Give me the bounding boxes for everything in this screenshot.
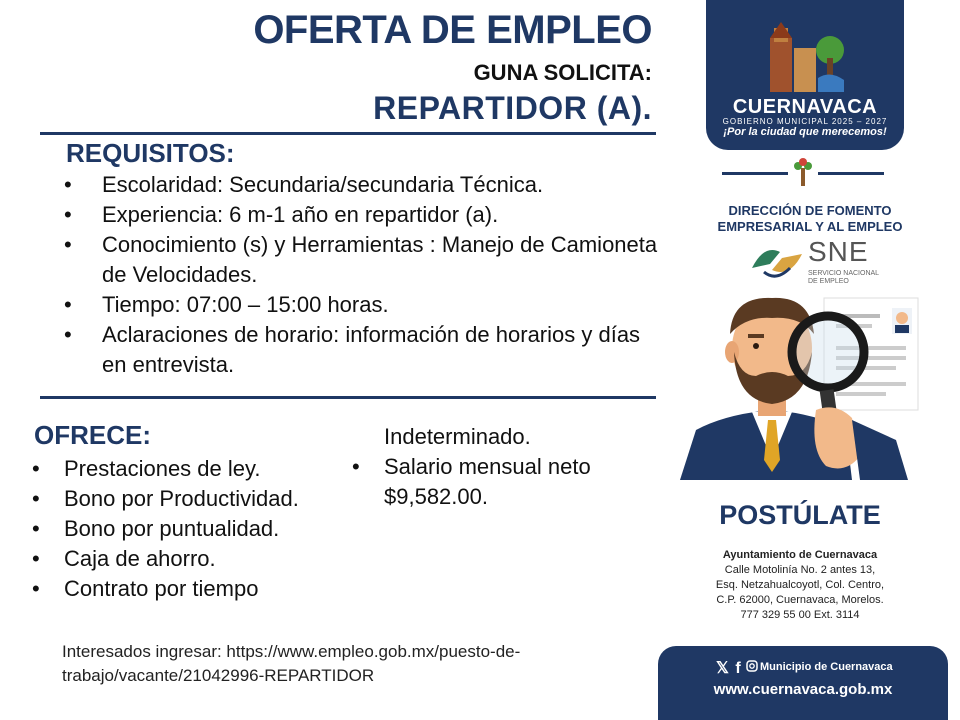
list-item: • Escolaridad: Secundaria/secundaria Técnica. — [64, 172, 544, 197]
list-item: • Prestaciones de ley. — [32, 456, 261, 481]
list-item: • Aclaraciones de horario: información de horarios y días en entrevista. — [64, 322, 641, 377]
requirements-title: REQUISITOS: — [66, 138, 235, 168]
list-item: • Salario mensual neto $9,582.00. — [352, 454, 591, 509]
social-handle: Municipio de Cuernavaca — [760, 661, 893, 673]
city-logo-icon — [764, 18, 848, 94]
company-line: GUNA SOLICITA: — [473, 60, 652, 85]
offers-list-left — [32, 454, 364, 604]
direction-name: DIRECCIÓN DE FOMENTO EMPRESARIAL Y AL EMPLEO — [717, 203, 903, 234]
divider-top — [40, 132, 656, 135]
list-item: • Bono por puntualidad. — [32, 516, 280, 541]
plant-ornament-icon — [792, 158, 814, 188]
list-item: • Bono por Productividad. — [32, 486, 299, 511]
city-name: CUERNAVACA — [732, 96, 878, 118]
address-line: C.P. 62000, Cuernavaca, Morelos. — [716, 594, 884, 606]
address-line: Ayuntamiento de Cuernavaca — [722, 549, 878, 561]
list-item: • Conocimiento (s) y Herramientas : Manejo de Camioneta de Velocidades. — [64, 232, 658, 287]
requirements-list — [64, 170, 662, 380]
list-continuation: Indeterminado. — [384, 424, 531, 449]
government-period: GOBIERNO MUNICIPAL 2025 – 2027 — [722, 117, 888, 126]
page-title: OFERTA DE EMPLEO — [253, 8, 652, 52]
x-icon: 𝕏 — [716, 660, 729, 677]
website-link[interactable]: www.cuernavaca.gob.mx — [713, 681, 893, 698]
position-title: REPARTIDOR (A). — [373, 90, 652, 126]
list-item: • Experiencia: 6 m-1 año en repartidor (a). — [64, 202, 499, 227]
offers-title: OFRECE: — [34, 420, 151, 450]
handshake-icon — [750, 238, 804, 284]
recruiter-illustration — [676, 290, 926, 486]
slogan: ¡Por la ciudad que merecemos! — [723, 126, 887, 138]
ornament-line-left — [722, 172, 788, 175]
divider-bottom — [40, 396, 656, 399]
sne-subtitle: SERVICIO NACIONAL DE EMPLEO — [808, 270, 880, 285]
facebook-icon: f — [735, 660, 741, 677]
list-item: • Contrato por tiempo — [32, 576, 259, 601]
ornament-line-right — [818, 172, 884, 175]
instagram-icon — [746, 660, 758, 672]
social-icons — [716, 658, 741, 678]
magnifier-icon — [792, 316, 864, 388]
list-item: • Caja de ahorro. — [32, 546, 216, 571]
offers-list-right — [352, 422, 654, 512]
apply-heading: POSTÚLATE — [719, 500, 881, 530]
phone-line: 777 329 55 00 Ext. 3114 — [740, 609, 860, 621]
address-line: Esq. Netzahualcoyotl, Col. Centro, — [715, 579, 885, 591]
address-block — [680, 548, 920, 623]
address-line: Calle Motolinía No. 2 antes 13, — [724, 564, 876, 576]
list-item: • Tiempo: 07:00 – 15:00 horas. — [64, 292, 389, 317]
apply-instructions: Interesados ingresar: https://www.empleo.gob.mx/puesto-de-trabajo/vacante/21042996-REPARTIDOR — [62, 642, 521, 685]
sne-logo-text: SNE — [808, 236, 869, 267]
